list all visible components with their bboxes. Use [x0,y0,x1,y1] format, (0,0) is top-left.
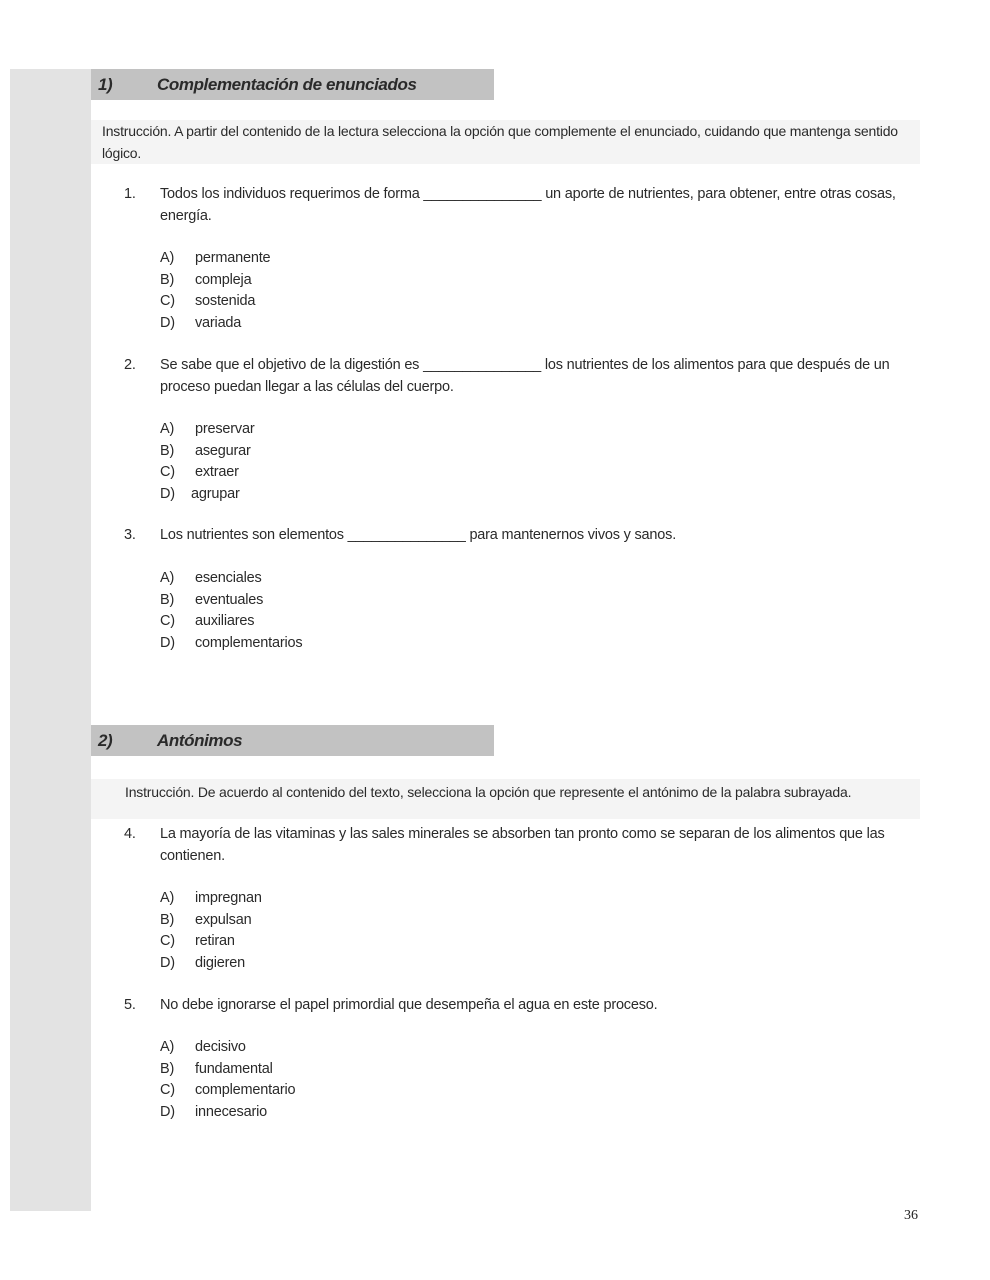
option-text: agrupar [191,485,240,502]
options-question-3 [160,568,302,654]
question-text: La mayoría de las vitaminas y las sales minerales se absorben tan pronto como se separan de los alimentos que las contienen. [160,826,885,864]
option-letter: A) [160,421,175,437]
question-3 [124,525,914,547]
question-text: Se sabe que el objetivo de la digestión es _______________ los nutrientes de los alimentos para que después de un proceso puedan llegar a las células del cuerpo. [160,357,890,395]
option-text: innecesario [195,1103,267,1120]
options-question-2 [160,419,254,505]
option-a[interactable] [160,248,270,270]
option-a[interactable] [160,419,254,441]
option-letter: C) [160,464,175,480]
option-text: expulsan [195,911,252,928]
option-d[interactable] [160,484,254,506]
option-c[interactable] [160,931,262,953]
option-text: fundamental [195,1060,273,1077]
question-number: 4. [124,826,136,842]
question-text: Todos los individuos requerimos de forma _______________ un aporte de nutrientes, para obtener, entre otras cosas, energía. [160,186,896,224]
option-letter: A) [160,570,175,586]
section-number: 2) [98,730,113,750]
option-a[interactable] [160,1037,295,1059]
option-letter: A) [160,890,175,906]
option-letter: C) [160,1082,175,1098]
option-letter: B) [160,1060,175,1077]
option-text: eventuales [195,591,264,608]
option-text: compleja [195,271,252,288]
option-text: digieren [195,954,245,971]
option-d[interactable] [160,953,262,975]
option-b[interactable] [160,1059,295,1081]
option-d[interactable] [160,313,270,335]
option-letter: C) [160,933,175,949]
options-question-4 [160,888,262,974]
question-2 [124,355,914,398]
question-text: Los nutrientes son elementos _______________ para mantenernos vivos y sanos. [160,527,677,543]
option-text: impregnan [195,890,262,906]
option-letter: B) [160,591,175,608]
option-letter: B) [160,442,175,459]
section-title: Complementación de enunciados [157,74,417,94]
option-text: decisivo [195,1039,246,1055]
option-c[interactable] [160,291,270,313]
option-letter: B) [160,911,175,928]
question-number: 5. [124,997,136,1013]
question-number: 2. [124,357,136,373]
options-question-1 [160,248,270,334]
option-b[interactable] [160,590,302,612]
option-letter: A) [160,250,175,266]
section-instruction-2: Instrucción. De acuerdo al contenido del texto, selecciona la opción que represente el antónimo de la palabra subrayada. [91,779,920,819]
option-text: extraer [195,464,239,480]
question-4 [124,824,914,867]
option-text: complementarios [195,634,303,651]
option-text: permanente [195,250,271,266]
option-d[interactable] [160,1102,295,1124]
option-d[interactable] [160,633,302,655]
page-number: 36 [904,1208,918,1223]
option-c[interactable] [160,1080,295,1102]
option-c[interactable] [160,462,254,484]
option-letter: D) [160,485,175,502]
option-text: esenciales [195,570,262,586]
left-margin-band [10,69,91,1211]
option-letter: D) [160,1103,175,1120]
options-question-5 [160,1037,295,1123]
option-letter: D) [160,314,175,331]
option-text: complementario [195,1082,296,1098]
question-text: No debe ignorarse el papel primordial que desempeña el agua en este proceso. [160,997,658,1013]
option-letter: C) [160,293,175,309]
section-title: Antónimos [157,730,243,750]
option-text: preservar [195,421,255,437]
section-header-2 [91,725,494,756]
option-letter: A) [160,1039,175,1055]
option-letter: D) [160,954,175,971]
option-letter: C) [160,613,175,629]
question-number: 3. [124,527,136,543]
option-text: retiran [195,933,235,949]
option-text: variada [195,314,242,331]
section-number: 1) [98,74,113,94]
option-text: auxiliares [195,613,255,629]
section-instruction-1: Instrucción. A partir del contenido de la lectura selecciona la opción que complemente el enunciado, cuidando que mantenga sentido lógico. [91,120,920,164]
option-b[interactable] [160,910,262,932]
option-b[interactable] [160,441,254,463]
option-letter: B) [160,271,175,288]
option-text: sostenida [195,293,256,309]
question-1 [124,184,914,227]
option-c[interactable] [160,611,302,633]
option-letter: D) [160,634,175,651]
option-text: asegurar [195,442,251,459]
question-number: 1. [124,186,136,202]
option-b[interactable] [160,270,270,292]
section-header-1 [91,69,494,100]
question-5 [124,995,914,1017]
option-a[interactable] [160,888,262,910]
option-a[interactable] [160,568,302,590]
